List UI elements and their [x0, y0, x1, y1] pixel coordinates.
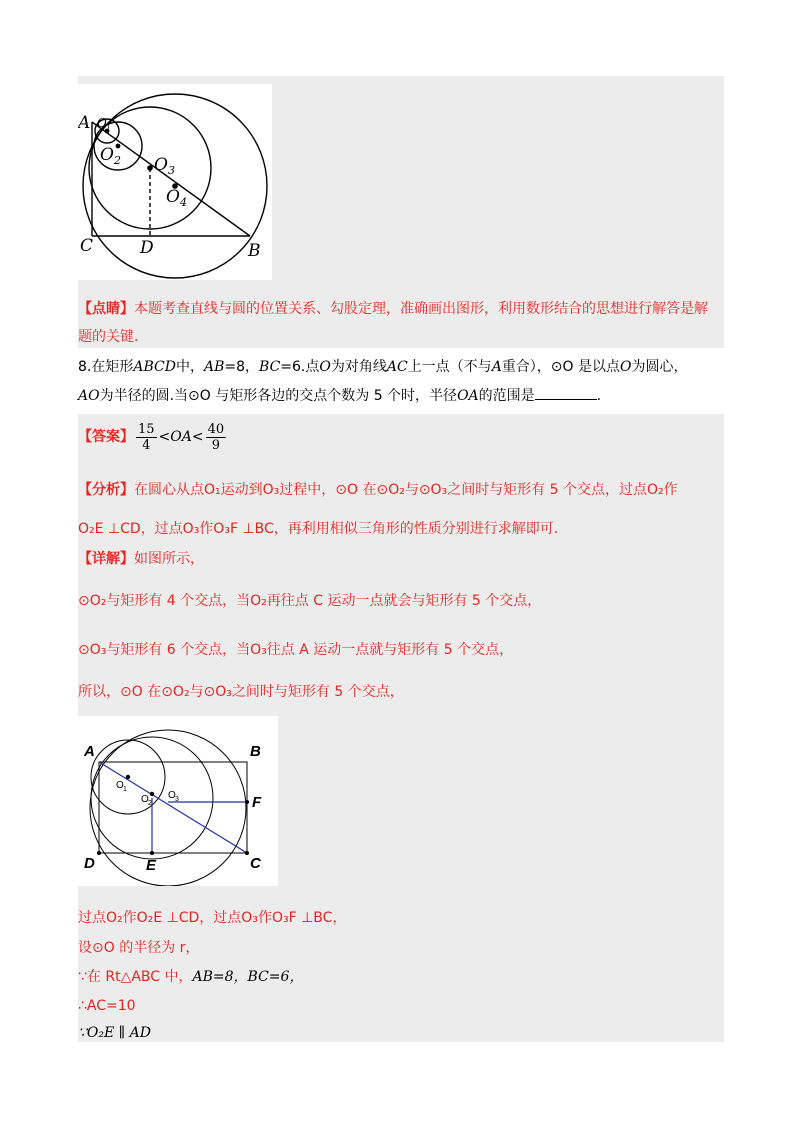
figure-rectangle-circles: [78, 716, 278, 886]
detail-tag: 【详解】: [78, 551, 134, 567]
label-O1: O: [97, 116, 107, 130]
answer-blank: [535, 385, 597, 400]
svg-text:2: 2: [114, 154, 121, 167]
svg-text:1: 1: [123, 786, 127, 793]
answer-tag: 【答案】: [78, 429, 134, 445]
label-B: B: [250, 743, 261, 760]
circle-o3: [90, 730, 246, 886]
analysis-line1: 【分析】在圆心从点O₁运动到O₃过程中，⊙O 在⊙O₂与⊙O₃之间时与矩形有 5 个交点，过点O₂作: [78, 482, 678, 498]
label-F: F: [252, 794, 262, 811]
svg-text:1: 1: [106, 123, 112, 132]
label-C: C: [80, 236, 94, 256]
answer-fraction-lower: $\frac{15}{4}$: [138, 421, 155, 453]
label-A: A: [78, 113, 91, 133]
step-line1: 过点O₂作O₂E ⊥CD，过点O₃作O₃F ⊥BC，: [78, 910, 347, 926]
label-D: D: [140, 238, 154, 258]
svg-text:3: 3: [168, 164, 175, 177]
dianjing-tag: 【点睛】: [78, 301, 134, 317]
analysis-line2: O₂E ⊥CD，过点O₃作O₃F ⊥BC，再利用相似三角形的性质分别进行求解即可.: [78, 521, 559, 537]
question-line2: AO为半径的圆.当⊙O 与矩形各边的交点个数为 5 个时，半径OA的范围是 .: [78, 385, 601, 406]
svg-text:4: 4: [180, 196, 187, 209]
label-C: C: [250, 855, 261, 872]
step-line2: 设⊙O 的半径为 r，: [78, 940, 200, 956]
diagonal-AC: [99, 762, 247, 853]
svg-text:3: 3: [175, 796, 179, 803]
detail-line1: ⊙O₂与矩形有 4 个交点，当O₂再往点 C 运动一点就会与矩形有 5 个交点，: [78, 593, 542, 609]
label-O3: O: [168, 790, 176, 801]
figure-circles-triangle: [78, 84, 272, 280]
detail-line3: 所以，⊙O 在⊙O₂与⊙O₃之间时与矩形有 5 个交点，: [78, 684, 404, 700]
label-O2: O: [100, 145, 114, 165]
svg-text:2: 2: [148, 800, 152, 807]
label-O2: O: [141, 794, 149, 805]
detail-intro: 【详解】如图所示，: [78, 551, 204, 567]
figure2-svg: [78, 716, 278, 886]
dianjing-line2: 题的关键.: [78, 329, 139, 345]
label-E: E: [146, 857, 157, 874]
label-D: D: [84, 855, 95, 872]
question-line1: 8.在矩形ABCD中，AB=8，BC=6.点O为对角线AC上一点（不与A重合），⊙O 是以点O为圆心，: [78, 359, 688, 375]
label-A: A: [84, 743, 95, 760]
label-O1: O: [116, 780, 124, 791]
dianjing-line1: 【点睛】本题考查直线与圆的位置关系、勾股定理，准确画出图形，利用数形结合的思想进行解答是解: [78, 301, 708, 317]
answer-fraction-upper: $\frac{40}{9}$: [207, 421, 225, 453]
analysis-tag: 【分析】: [78, 482, 134, 498]
detail-line2: ⊙O₃与矩形有 6 个交点，当O₃往点 A 运动一点就与矩形有 5 个交点，: [78, 642, 514, 658]
step-line3: ∵在 Rt△ABC 中，AB=8，BC=6，: [78, 969, 304, 985]
label-O4: O: [166, 187, 180, 207]
step-line4: ∴AC=10: [78, 998, 136, 1014]
figure1-svg: [78, 84, 272, 280]
label-B: B: [248, 241, 261, 261]
label-O3: O: [154, 155, 168, 175]
answer-line: 【答案】 $\frac{15}{4}$ <OA< $\frac{40}{9}$: [78, 421, 225, 453]
step-line5: ∵O₂E ∥ AD: [78, 1025, 151, 1041]
